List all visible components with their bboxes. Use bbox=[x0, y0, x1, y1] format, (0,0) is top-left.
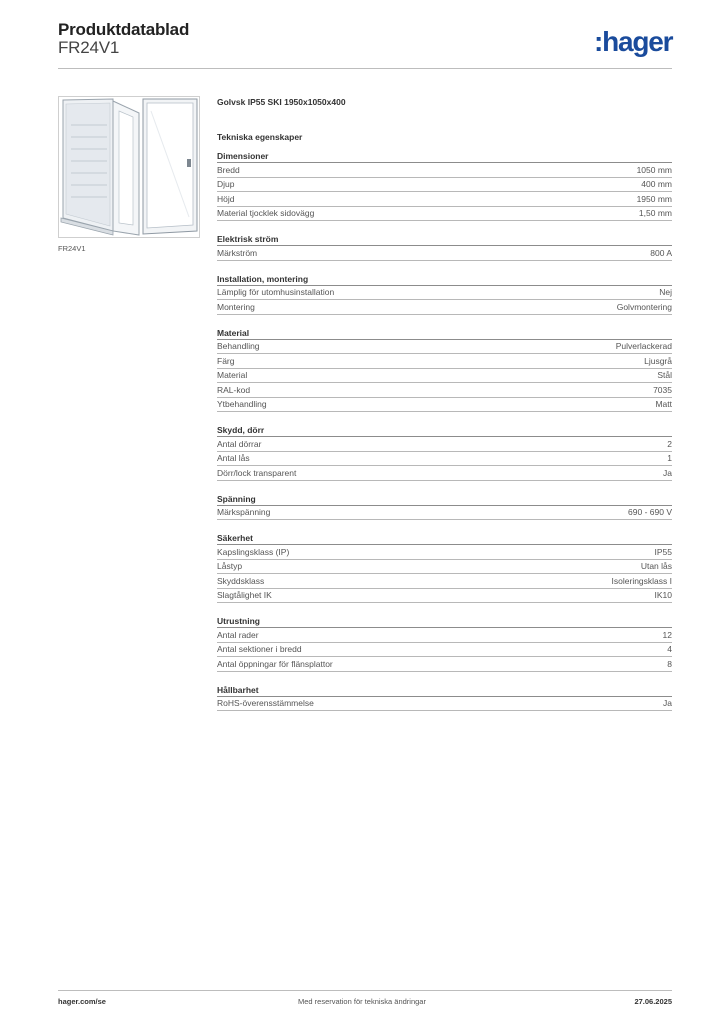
spec-value: 1950 mm bbox=[636, 193, 672, 204]
spec-value: 800 A bbox=[650, 247, 672, 258]
product-name: Golvsk IP55 SKI 1950x1050x400 bbox=[217, 97, 346, 107]
spec-value: 690 - 690 V bbox=[628, 507, 672, 518]
section-spanning bbox=[217, 493, 672, 521]
spec-label: Märkspänning bbox=[217, 507, 271, 518]
cabinet-illustration-icon bbox=[59, 97, 199, 237]
spec-value: Ja bbox=[663, 467, 672, 478]
spec-value: 400 mm bbox=[641, 179, 672, 190]
section-installation bbox=[217, 273, 672, 315]
section-elektrisk-strom bbox=[217, 233, 672, 261]
spec-label: Färg bbox=[217, 355, 235, 366]
hager-logo: :hager bbox=[594, 26, 673, 57]
spec-label: Material tjocklek sidovägg bbox=[217, 208, 315, 219]
spec-value: Ja bbox=[663, 698, 672, 709]
spec-value: 2 bbox=[667, 438, 672, 449]
section-title: Säkerhet bbox=[217, 532, 672, 545]
spec-row bbox=[217, 697, 672, 712]
spec-value: Stål bbox=[657, 370, 672, 381]
spec-label: Skyddsklass bbox=[217, 575, 265, 586]
spec-row bbox=[217, 369, 672, 384]
spec-row bbox=[217, 383, 672, 398]
footer-disclaimer: Med reservation för tekniska ändringar bbox=[298, 997, 426, 1006]
spec-label: Bredd bbox=[217, 164, 240, 175]
spec-row bbox=[217, 452, 672, 467]
section-title: Utrustning bbox=[217, 615, 672, 628]
spec-label: Djup bbox=[217, 179, 235, 190]
spec-value: Utan lås bbox=[640, 561, 672, 572]
section-material bbox=[217, 327, 672, 413]
product-code: FR24V1 bbox=[58, 38, 120, 57]
section-title: Spänning bbox=[217, 493, 672, 506]
section-title: Dimensioner bbox=[217, 150, 672, 163]
spec-row bbox=[217, 545, 672, 560]
section-utrustning bbox=[217, 615, 672, 672]
spec-row bbox=[217, 286, 672, 301]
spec-label: Låstyp bbox=[217, 561, 243, 572]
image-caption: FR24V1 bbox=[58, 244, 86, 253]
spec-value: 1050 mm bbox=[636, 164, 672, 175]
spec-label: Slagtålighet IK bbox=[217, 590, 272, 601]
spec-row bbox=[217, 192, 672, 207]
spec-row bbox=[217, 466, 672, 481]
spec-label: Behandling bbox=[217, 341, 260, 352]
spec-label: Antal dörrar bbox=[217, 438, 262, 449]
spec-value: Ljusgrå bbox=[644, 355, 672, 366]
section-title: Elektrisk ström bbox=[217, 233, 672, 246]
spec-row bbox=[217, 398, 672, 413]
spec-value: IK10 bbox=[654, 590, 672, 601]
header-divider bbox=[58, 68, 672, 69]
page-title: Produktdatablad bbox=[58, 20, 190, 39]
spec-row bbox=[217, 437, 672, 452]
spec-row bbox=[217, 163, 672, 178]
spec-row bbox=[217, 246, 672, 261]
spec-label: Material bbox=[217, 370, 248, 381]
section-dimensioner bbox=[217, 150, 672, 221]
spec-value: 4 bbox=[667, 644, 672, 655]
spec-label: Kapslingsklass (IP) bbox=[217, 546, 290, 557]
spec-label: Ytbehandling bbox=[217, 399, 267, 410]
section-hallbarhet bbox=[217, 684, 672, 712]
spec-label: Lämplig för utomhusinstallation bbox=[217, 287, 335, 298]
footer-date: 27.06.2025 bbox=[634, 997, 672, 1006]
section-title: Material bbox=[217, 327, 672, 340]
spec-row bbox=[217, 643, 672, 658]
spec-row bbox=[217, 354, 672, 369]
section-title: Installation, montering bbox=[217, 273, 672, 286]
spec-label: RoHS-överensstämmelse bbox=[217, 698, 314, 709]
footer-divider bbox=[58, 990, 672, 991]
section-title: Hållbarhet bbox=[217, 684, 672, 697]
spec-row bbox=[217, 340, 672, 355]
spec-value: 1 bbox=[667, 453, 672, 464]
spec-label: Antal öppningar för flänsplattor bbox=[217, 658, 333, 669]
spec-value: Golvmontering bbox=[616, 301, 672, 312]
spec-row bbox=[217, 560, 672, 575]
spec-row bbox=[217, 178, 672, 193]
footer-website-link[interactable]: hager.com/se bbox=[58, 997, 106, 1006]
section-title: Skydd, dörr bbox=[217, 424, 672, 437]
spec-label: Dörr/lock transparent bbox=[217, 467, 297, 478]
spec-value: Pulverlackerad bbox=[615, 341, 672, 352]
spec-label: Antal sektioner i bredd bbox=[217, 644, 302, 655]
spec-row bbox=[217, 657, 672, 672]
spec-value: 7035 bbox=[653, 384, 672, 395]
spec-content bbox=[217, 97, 672, 711]
section-skydd-dorr bbox=[217, 424, 672, 481]
spec-label: Montering bbox=[217, 301, 255, 312]
enclosure-cabinet-image bbox=[58, 96, 200, 238]
spec-row bbox=[217, 574, 672, 589]
spec-value: Matt bbox=[655, 399, 672, 410]
spec-value: IP55 bbox=[654, 546, 672, 557]
spec-value: 1,50 mm bbox=[638, 208, 672, 219]
spec-label: Antal lås bbox=[217, 453, 250, 464]
spec-row bbox=[217, 589, 672, 604]
spec-row bbox=[217, 628, 672, 643]
spec-value: Isoleringsklass I bbox=[611, 575, 672, 586]
spec-value: 12 bbox=[662, 629, 672, 640]
spec-label: Antal rader bbox=[217, 629, 259, 640]
spec-row bbox=[217, 300, 672, 315]
spec-value: 8 bbox=[667, 658, 672, 669]
spec-heading: Tekniska egenskaper bbox=[217, 132, 303, 142]
spec-row bbox=[217, 506, 672, 521]
spec-row bbox=[217, 207, 672, 222]
spec-label: RAL-kod bbox=[217, 384, 251, 395]
spec-label: Märkström bbox=[217, 247, 258, 258]
spec-value: Nej bbox=[659, 287, 672, 298]
section-sakerhet bbox=[217, 532, 672, 603]
spec-label: Höjd bbox=[217, 193, 235, 204]
